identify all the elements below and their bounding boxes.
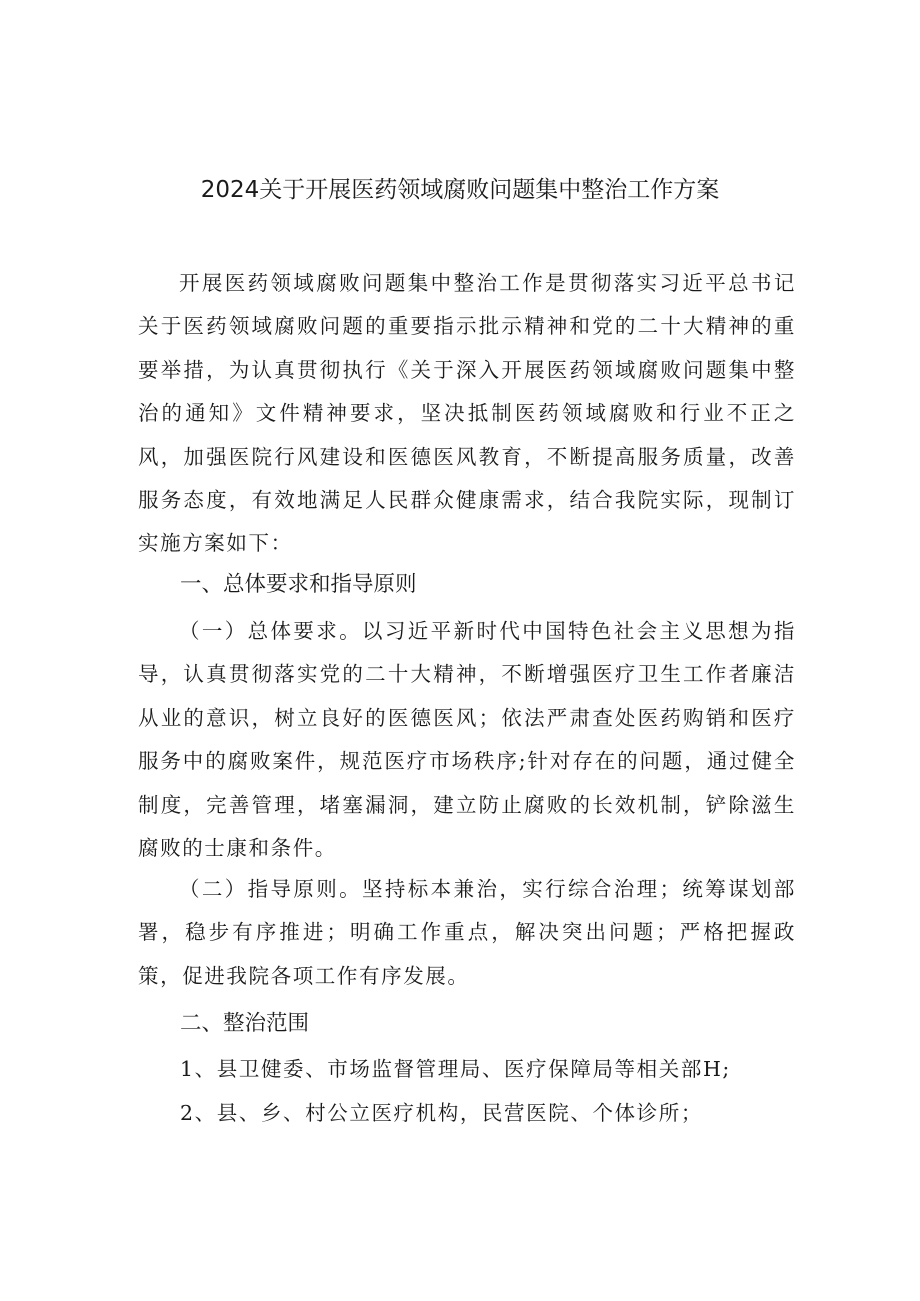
- document-title: 2024关于开展医药领域腐败问题集中整治工作方案: [200, 177, 720, 203]
- guiding-principles-paragraph: （二）指导原则。坚持标本兼治，实行综合治理；统筹谋划部署，稳步有序推进；明确工作重点，解决突出问题；严格把握政策，促进我院各项工作有序发展。: [138, 877, 796, 988]
- scope-item-1: 1、县卫健委、市场监督管理局、医疗保障局等相关部H;: [180, 1057, 731, 1081]
- general-requirements-paragraph: （一）总体要求。以习近平新时代中国特色社会主义思想为指导，认真贯彻落实党的二十大精神，不断增强医疗卫生工作者廉洁从业的意识，树立良好的医德医风；依法严肃查处医药购销和医疗服务中的腐败案件，规范医疗市场秩序;针对存在的问题，通过健全制度，完善管理，堵塞漏洞，建立防止腐败的长效机制，铲除滋生腐败的士康和条件。: [138, 619, 796, 861]
- section-1-heading: 一、总体要求和指导原则: [180, 572, 417, 597]
- scope-item-2: 2、县、乡、村公立医疗机构，民营医院、个体诊所；: [180, 1101, 703, 1125]
- intro-paragraph: 开展医药领域腐败问题集中整治工作是贯彻落实习近平总书记关于医药领域腐败问题的重要指示批示精神和党的二十大精神的重要举措，为认真贯彻执行《关于深入开展医药领域腐败问题集中整治的通知》文件精神要求，坚决抵制医药领域腐败和行业不正之风，加强医院行风建设和医德医风教育，不断提高服务质量，改善服务态度，有效地满足人民群众健康需求，结合我院实际，现制订实施方案如下：: [138, 271, 796, 556]
- section-2-heading: 二、整治范围: [180, 1011, 310, 1036]
